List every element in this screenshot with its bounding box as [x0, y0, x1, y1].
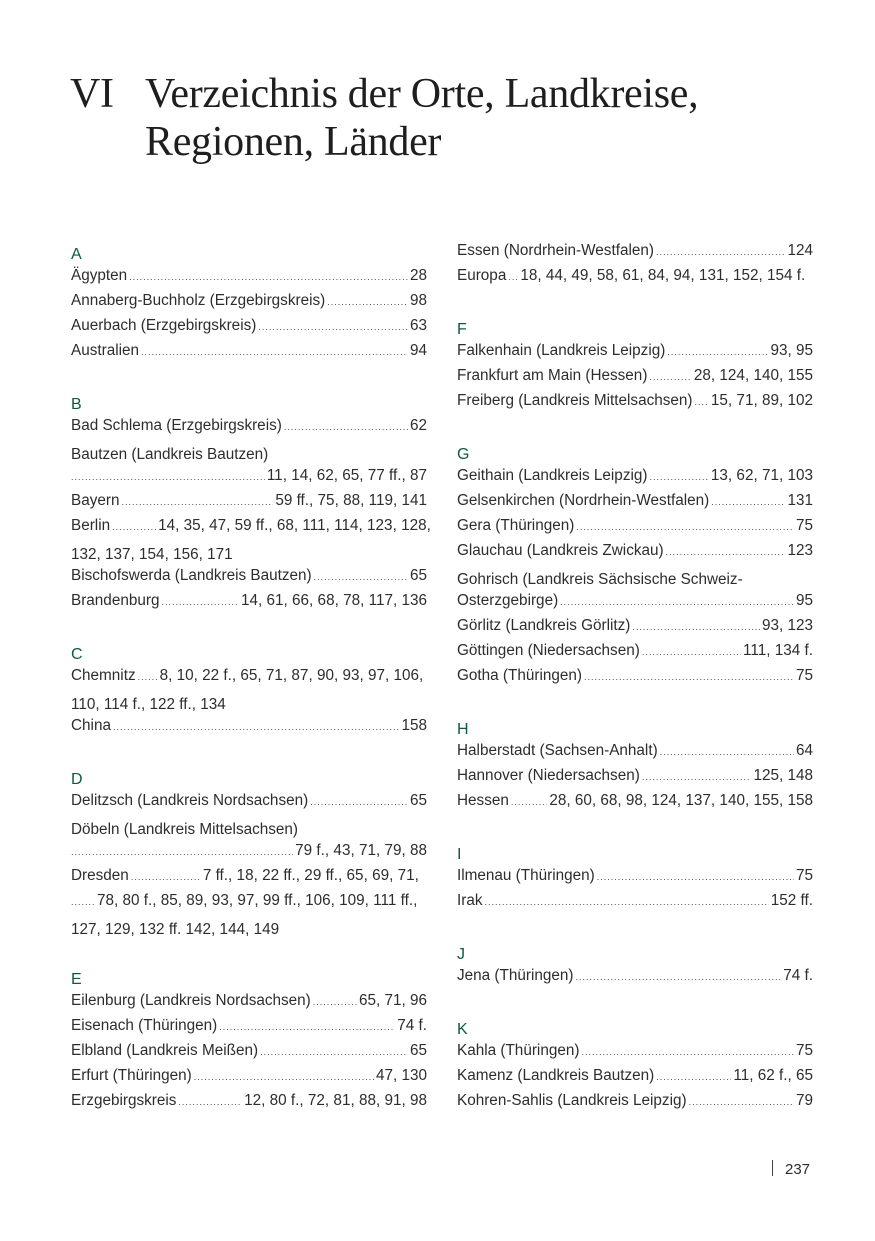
index-entry — [71, 267, 427, 292]
section-letter: F — [457, 321, 467, 338]
entry-name: Glauchau (Landkreis Zwickau) — [457, 542, 664, 559]
leader-dots — [112, 522, 156, 532]
leader-dots — [327, 297, 408, 307]
page-footer — [772, 1160, 810, 1178]
leader-dots — [71, 897, 95, 907]
entry-name: Gelsenkirchen (Nordrhein-Westfalen) — [457, 492, 710, 509]
index-column-right — [457, 242, 813, 1142]
entry-pages: 14, 35, 47, 59 ff., 68, 111, 114, 123, 128, — [158, 517, 431, 534]
index-entry — [71, 342, 427, 367]
entry-name: Brandenburg — [71, 592, 160, 609]
index-section-f — [457, 317, 813, 417]
entry-name: Freiberg (Landkreis Mittelsachsen) — [457, 392, 693, 409]
entry-name: Elbland (Landkreis Meißen) — [71, 1042, 259, 1059]
section-letter: E — [71, 971, 82, 988]
entry-name: Irak — [457, 892, 483, 909]
index-entry — [457, 967, 813, 992]
index-section-h — [457, 717, 813, 817]
entry-pages: 65, 71, 96 — [358, 992, 427, 1009]
section-letter: K — [457, 1021, 468, 1038]
entry-name: Falkenhain (Landkreis Leipzig) — [457, 342, 666, 359]
index-entry — [71, 992, 427, 1017]
index-entry-continuation — [71, 892, 427, 917]
entry-pages: 13, 62, 71, 103 — [710, 467, 813, 484]
index-entry — [457, 267, 813, 292]
entry-pages: 28, 124, 140, 155 — [693, 367, 813, 384]
section-letter: D — [71, 771, 83, 788]
index-section-c — [71, 642, 427, 742]
entry-name: Bischofswerda (Landkreis Bautzen) — [71, 567, 312, 584]
index-entry — [457, 767, 813, 792]
leader-dots — [597, 872, 794, 882]
leader-dots — [666, 547, 786, 557]
entry-pages: 74 f. — [783, 967, 813, 984]
index-entry — [457, 392, 813, 417]
index-section-g — [457, 442, 813, 692]
entry-name: Chemnitz — [71, 667, 136, 684]
entry-name: Geithain (Landkreis Leipzig) — [457, 467, 648, 484]
index-entry — [457, 642, 813, 667]
index-section-j — [457, 942, 813, 992]
index-section-e — [71, 967, 427, 1117]
entry-pages: 75 — [795, 667, 813, 684]
index-entry — [457, 467, 813, 492]
leader-dots — [656, 247, 786, 257]
entry-pages: 28 — [409, 267, 427, 284]
entry-name: Gera (Thüringen) — [457, 517, 575, 534]
entry-pages: 8, 10, 22 f., 65, 71, 87, 90, 93, 97, 106, — [159, 667, 424, 684]
leader-dots — [511, 797, 547, 807]
leader-dots — [313, 997, 357, 1007]
leader-dots — [71, 847, 293, 857]
entry-name: Hessen — [457, 792, 509, 809]
section-letter: G — [457, 446, 470, 463]
entry-pages: 28, 60, 68, 98, 124, 137, 140, 155, 158 — [549, 792, 813, 809]
entry-pages: 74 f. — [397, 1017, 427, 1034]
entry-name: Bayern — [71, 492, 120, 509]
index-entry — [71, 667, 427, 692]
leader-dots — [649, 372, 691, 382]
leader-dots — [131, 872, 201, 882]
entry-name: Erfurt (Thüringen) — [71, 1067, 192, 1084]
entry-pages: 124 — [787, 242, 813, 259]
leader-dots — [485, 897, 769, 907]
index-entry — [457, 367, 813, 392]
index-column-left — [71, 242, 431, 1142]
entry-name: Bautzen (Landkreis Bautzen) — [71, 446, 269, 463]
index-entry — [457, 892, 813, 917]
entry-name: Bad Schlema (Erzgebirgskreis) — [71, 417, 282, 434]
index-section-k — [457, 1017, 813, 1117]
entry-pages: 158 — [401, 717, 427, 734]
entry-name: Dresden — [71, 867, 129, 884]
entry-name: Jena (Thüringen) — [457, 967, 574, 984]
index-entry — [457, 492, 813, 517]
entry-pages: 63 — [409, 317, 427, 334]
leader-dots — [632, 622, 760, 632]
leader-dots — [71, 472, 265, 482]
leader-dots — [138, 672, 158, 682]
index-entry — [71, 1017, 427, 1042]
leader-dots — [581, 1047, 794, 1057]
entry-pages-continuation: 78, 80 f., 85, 89, 93, 97, 99 ff., 106, 109, 111 ff., — [97, 892, 418, 909]
leader-dots — [314, 572, 408, 582]
index-entry — [71, 567, 427, 592]
entry-name: Erzgebirgskreis — [71, 1092, 177, 1109]
index-entry — [457, 1042, 813, 1067]
index-entry — [71, 1042, 427, 1067]
entry-name: China — [71, 717, 111, 734]
index-entry — [71, 492, 427, 517]
entry-name: Kohren-Sahlis (Landkreis Leipzig) — [457, 1092, 687, 1109]
index-entry — [71, 867, 427, 892]
leader-dots — [141, 347, 408, 357]
index-entry — [71, 1092, 427, 1117]
leader-dots — [508, 272, 518, 282]
index-section-b — [71, 392, 431, 617]
entry-name: Halberstadt (Sachsen-Anhalt) — [457, 742, 658, 759]
leader-dots — [642, 772, 752, 782]
entry-name: Ägypten — [71, 267, 128, 284]
index-entry — [457, 517, 813, 542]
leader-dots — [194, 1072, 374, 1082]
entry-name: Gohrisch (Landkreis Sächsische Schweiz- — [457, 571, 743, 588]
index-entry — [457, 1092, 813, 1117]
index-section-e-continued — [457, 242, 813, 292]
index-entry — [71, 1067, 427, 1092]
entry-pages: 75 — [795, 867, 813, 884]
entry-pages: 7 ff., 18, 22 ff., 29 ff., 65, 69, 71, — [202, 867, 419, 884]
entry-pages: 75 — [795, 517, 813, 534]
entry-pages: 79 — [795, 1092, 813, 1109]
footer-divider — [772, 1160, 773, 1176]
leader-dots — [656, 1072, 731, 1082]
chapter-number: VI — [70, 71, 114, 117]
entry-pages: 65 — [409, 792, 427, 809]
leader-dots — [689, 1097, 794, 1107]
entry-name: Gotha (Thüringen) — [457, 667, 582, 684]
leader-dots — [660, 747, 794, 757]
leader-dots — [695, 397, 709, 407]
index-entry — [71, 792, 427, 817]
index-entry — [71, 292, 427, 317]
index-section-a — [71, 242, 427, 367]
chapter-title — [70, 70, 830, 166]
entry-pages-continuation: 110, 114 f., 122 ff., 134 — [71, 696, 226, 713]
leader-dots — [649, 472, 708, 482]
entry-pages: 98 — [409, 292, 427, 309]
section-letter: B — [71, 396, 82, 413]
entry-pages: 47, 130 — [375, 1067, 427, 1084]
index-entry — [71, 317, 427, 342]
entry-name: Auerbach (Erzgebirgskreis) — [71, 317, 257, 334]
leader-dots — [260, 1047, 408, 1057]
chapter-title-line-2: Regionen, Länder — [145, 119, 442, 165]
section-letter: J — [457, 946, 465, 963]
entry-name: Frankfurt am Main (Hessen) — [457, 367, 648, 384]
section-letter: I — [457, 846, 462, 863]
index-entry — [457, 242, 813, 267]
entry-name: Hannover (Niedersachsen) — [457, 767, 640, 784]
entry-pages: 11, 62 f., 65 — [733, 1067, 813, 1084]
entry-pages: 65 — [409, 567, 427, 584]
entry-pages-continuation: 132, 137, 154, 156, 171 — [71, 546, 233, 563]
entry-name: Australien — [71, 342, 140, 359]
entry-pages: 131 — [787, 492, 813, 509]
entry-name: Göttingen (Niedersachsen) — [457, 642, 640, 659]
leader-dots — [129, 272, 408, 282]
leader-dots — [576, 522, 794, 532]
entry-pages: 14, 61, 66, 68, 78, 117, 136 — [241, 592, 427, 609]
index-entry — [457, 792, 813, 817]
leader-dots — [161, 597, 239, 607]
entry-name: Delitzsch (Landkreis Nordsachsen) — [71, 792, 309, 809]
leader-dots — [576, 972, 782, 982]
section-letter: C — [71, 646, 83, 663]
entry-name: Annaberg-Buchholz (Erzgebirgskreis) — [71, 292, 326, 309]
page-number: 237 — [785, 1161, 811, 1178]
entry-name: Döbeln (Landkreis Mittelsachsen) — [71, 821, 299, 838]
entry-pages: 62 — [409, 417, 427, 434]
index-entry — [457, 617, 813, 642]
entry-name: Eilenburg (Landkreis Nordsachsen) — [71, 992, 311, 1009]
leader-dots — [310, 797, 408, 807]
leader-dots — [642, 647, 741, 657]
index-entry — [457, 342, 813, 367]
entry-name: Europa — [457, 267, 507, 284]
index-entry — [457, 542, 813, 567]
leader-dots — [584, 672, 794, 682]
leader-dots — [219, 1022, 395, 1032]
entry-pages: 59 ff., 75, 88, 119, 141 — [275, 492, 427, 509]
entry-name: Berlin — [71, 517, 111, 534]
entry-pages-continuation: 127, 129, 132 ff. 142, 144, 149 — [71, 921, 280, 938]
leader-dots — [178, 1097, 242, 1107]
leader-dots — [284, 422, 408, 432]
entry-pages: 95 — [795, 592, 813, 609]
entry-pages: 18, 44, 49, 58, 61, 84, 94, 131, 152, 154 f. — [520, 267, 806, 284]
entry-pages: 111, 134 f. — [742, 642, 813, 659]
index-section-i — [457, 842, 813, 917]
leader-dots — [667, 347, 768, 357]
entry-pages: 125, 148 — [753, 767, 813, 784]
index-entry — [457, 592, 813, 617]
index-entry-continuation — [71, 842, 427, 867]
index-entry — [71, 517, 431, 542]
section-letter: A — [71, 246, 82, 263]
leader-dots — [113, 722, 400, 732]
entry-name: Ilmenau (Thüringen) — [457, 867, 595, 884]
leader-dots — [121, 497, 273, 507]
entry-pages: 65 — [409, 1042, 427, 1059]
entry-name: Eisenach (Thüringen) — [71, 1017, 218, 1034]
entry-pages: 93, 95 — [770, 342, 813, 359]
leader-dots — [560, 597, 794, 607]
entry-pages: 64 — [795, 742, 813, 759]
index-entry — [71, 592, 427, 617]
index-entry — [71, 417, 427, 442]
index-entry — [71, 717, 427, 742]
entry-pages: 12, 80 f., 72, 81, 88, 91, 98 — [244, 1092, 427, 1109]
index-entry — [457, 667, 813, 692]
index-entry — [457, 1067, 813, 1092]
entry-name: Essen (Nordrhein-Westfalen) — [457, 242, 654, 259]
entry-name-continuation: Osterzgebirge) — [457, 592, 559, 609]
leader-dots — [258, 322, 408, 332]
entry-pages: 79 f., 43, 71, 79, 88 — [295, 842, 427, 859]
index-entry — [457, 742, 813, 767]
entry-pages: 75 — [795, 1042, 813, 1059]
section-letter: H — [457, 721, 469, 738]
index-entry-continuation — [71, 467, 427, 492]
index-entry — [457, 867, 813, 892]
entry-pages: 93, 123 — [761, 617, 813, 634]
entry-pages: 15, 71, 89, 102 — [710, 392, 813, 409]
chapter-title-line-1: Verzeichnis der Orte, Landkreise, — [145, 71, 699, 117]
entry-name: Kamenz (Landkreis Bautzen) — [457, 1067, 655, 1084]
entry-name: Görlitz (Landkreis Görlitz) — [457, 617, 631, 634]
entry-name: Kahla (Thüringen) — [457, 1042, 580, 1059]
entry-pages: 94 — [409, 342, 427, 359]
entry-pages: 123 — [787, 542, 813, 559]
entry-pages: 152 ff. — [770, 892, 813, 909]
index-section-d — [71, 767, 427, 942]
entry-pages: 11, 14, 62, 65, 77 ff., 87 — [266, 467, 427, 484]
leader-dots — [711, 497, 785, 507]
